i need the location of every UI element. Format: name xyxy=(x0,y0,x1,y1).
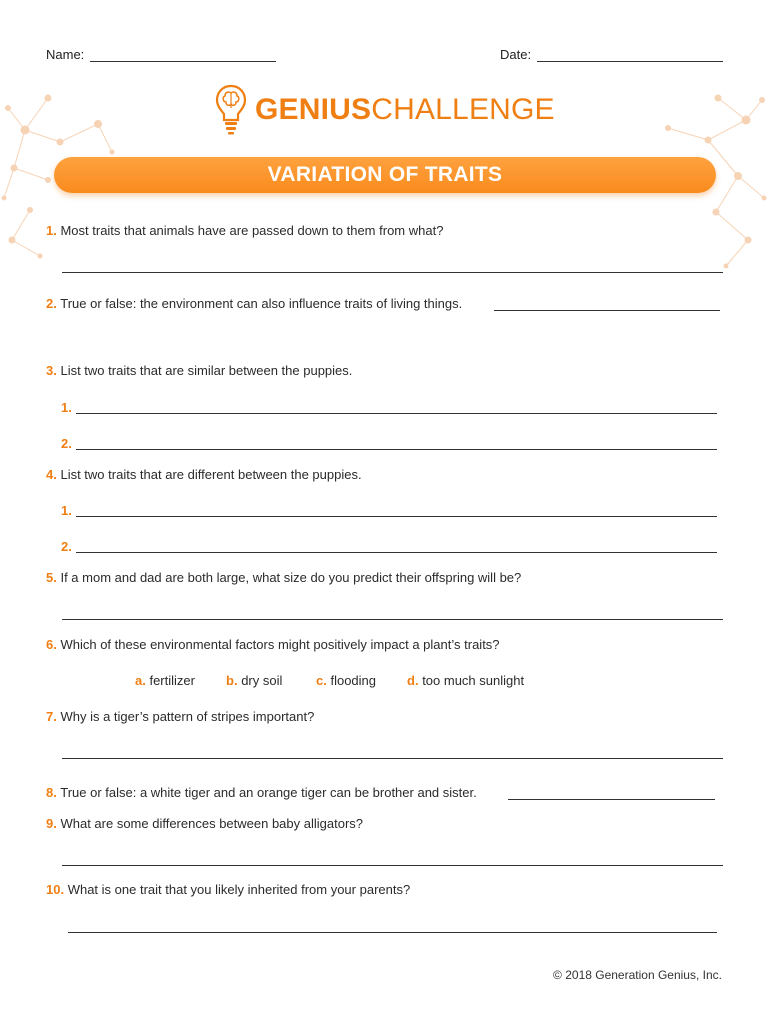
date-field[interactable] xyxy=(537,61,723,62)
sub-item-number: 2. xyxy=(61,539,72,554)
question-text: True or false: the environment can also influence traits of living things. xyxy=(60,296,463,311)
logo-text-genius: GENIUS xyxy=(255,93,372,126)
title-banner xyxy=(54,157,716,193)
question-number: 1. xyxy=(46,223,57,238)
question-number: 3. xyxy=(46,363,57,378)
option-b[interactable] xyxy=(226,673,282,688)
genius-challenge-logo xyxy=(215,84,555,136)
page-title: VARIATION OF TRAITS xyxy=(267,163,503,186)
question-5 xyxy=(46,570,521,585)
name-field[interactable] xyxy=(90,61,276,62)
question-text: What are some differences between baby alligators? xyxy=(60,816,364,831)
question-number: 10. xyxy=(46,882,65,897)
question-text: Why is a tiger’s pattern of stripes important? xyxy=(60,709,315,724)
question-9 xyxy=(46,816,363,831)
question-8 xyxy=(46,785,477,800)
question-1 xyxy=(46,223,443,238)
option-c[interactable] xyxy=(316,673,376,688)
question-number: 4. xyxy=(46,467,57,482)
copyright-footer: © 2018 Generation Genius, Inc. xyxy=(553,968,722,982)
question-text: What is one trait that you likely inherited from your parents? xyxy=(67,882,411,897)
date-label: Date: xyxy=(500,47,532,62)
option-letter: a. xyxy=(135,673,146,688)
question-number: 2. xyxy=(46,296,57,311)
option-text: dry soil xyxy=(241,673,283,688)
answer-line-2[interactable] xyxy=(494,310,720,311)
question-3 xyxy=(46,363,352,378)
option-d[interactable] xyxy=(407,673,524,688)
question-number: 9. xyxy=(46,816,57,831)
answer-line-8[interactable] xyxy=(508,799,715,800)
option-text: too much sunlight xyxy=(422,673,525,688)
question-text: List two traits that are similar between the puppies. xyxy=(60,363,353,378)
question-number: 7. xyxy=(46,709,57,724)
question-6 xyxy=(46,637,500,652)
answer-line-9[interactable] xyxy=(62,865,723,866)
option-letter: c. xyxy=(316,673,327,688)
question-4 xyxy=(46,467,362,482)
question-number: 5. xyxy=(46,570,57,585)
answer-line-3a[interactable] xyxy=(76,413,717,414)
option-letter: d. xyxy=(407,673,419,688)
question-text: List two traits that are different between the puppies. xyxy=(60,467,362,482)
question-7 xyxy=(46,709,314,724)
question-text: Most traits that animals have are passed down to them from what? xyxy=(60,223,444,238)
sub-item-number: 2. xyxy=(61,436,72,451)
answer-line-10[interactable] xyxy=(68,932,717,933)
option-text: flooding xyxy=(330,673,377,688)
option-text: fertilizer xyxy=(149,673,195,688)
name-label: Name: xyxy=(46,47,85,62)
sub-item-number: 1. xyxy=(61,503,72,518)
question-number: 8. xyxy=(46,785,57,800)
answer-line-4a[interactable] xyxy=(76,516,717,517)
sub-item-number: 1. xyxy=(61,400,72,415)
answer-line-4b[interactable] xyxy=(76,552,717,553)
question-text: True or false: a white tiger and an orange tiger can be brother and sister. xyxy=(60,785,477,800)
answer-line-7[interactable] xyxy=(62,758,723,759)
option-letter: b. xyxy=(226,673,238,688)
question-number: 6. xyxy=(46,637,57,652)
question-2 xyxy=(46,296,462,311)
answer-line-1[interactable] xyxy=(62,272,723,273)
logo-text-challenge: CHALLENGE xyxy=(371,93,555,126)
question-text: If a mom and dad are both large, what size do you predict their offspring will be? xyxy=(60,570,522,585)
answer-line-5[interactable] xyxy=(62,619,723,620)
question-text: Which of these environmental factors might positively impact a plant’s traits? xyxy=(60,637,500,652)
option-a[interactable] xyxy=(135,673,195,688)
answer-line-3b[interactable] xyxy=(76,449,717,450)
lightbulb-brain-icon xyxy=(215,84,247,136)
question-10 xyxy=(46,882,410,897)
